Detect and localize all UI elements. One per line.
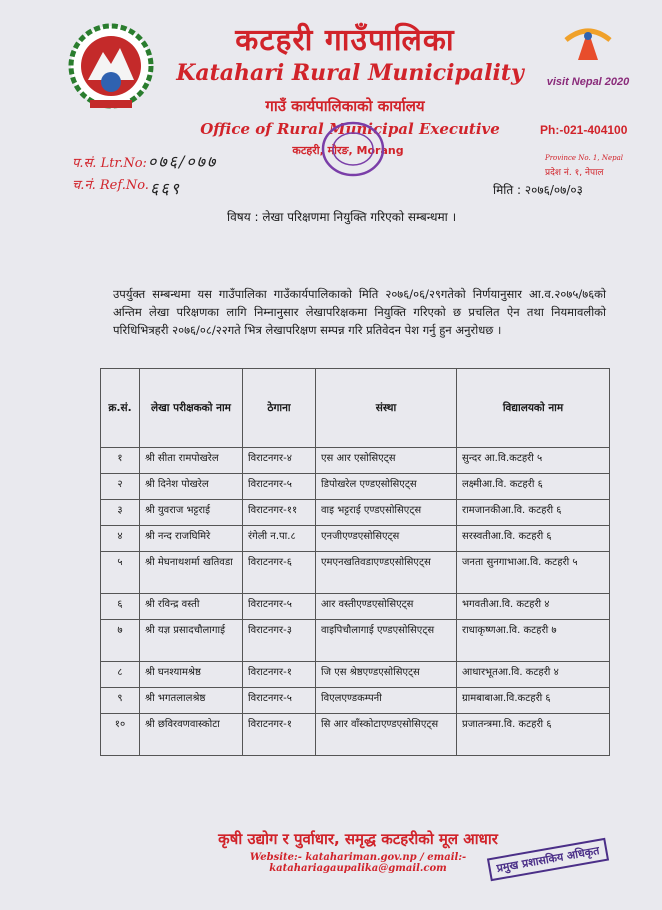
footer-slogan: कृषी उद्योग र पुर्वाधार, समृद्ध कटहरीको मूल आधार xyxy=(218,830,498,848)
table-cell: ४ xyxy=(101,526,140,552)
table-cell: ७ xyxy=(101,620,140,662)
office-address: कटहरी, मोरङ, Morang xyxy=(292,144,404,157)
office-english: Office of Rural Municipal Executive xyxy=(200,120,500,138)
table-cell: विराटनगर-१ xyxy=(243,714,316,756)
letter-date: मिति : २०७६/०७/०३ xyxy=(493,183,583,197)
municipality-emblem-icon xyxy=(68,22,154,112)
table-cell: विराटनगर-१ xyxy=(243,662,316,688)
table-cell: सि आर वाँस्कोटाएण्डएसोसिएट्स xyxy=(316,714,457,756)
visit-nepal-text: visit Nepal 2020 xyxy=(546,76,630,88)
table-cell: २ xyxy=(101,474,140,500)
table-cell: प्रजातन्त्रमा.वि. कटहरी ६ xyxy=(457,714,610,756)
table-cell: श्री घनश्यामश्रेष्ठ xyxy=(140,662,243,688)
table-cell: विराटनगर-५ xyxy=(243,688,316,714)
auditor-table xyxy=(100,368,610,756)
column-header: विद्यालयको नाम xyxy=(457,369,610,448)
table-cell: एस आर एसोसिएट्स xyxy=(316,448,457,474)
table-cell: विराटनगर-३ xyxy=(243,620,316,662)
table-cell: श्री रविन्द्र वस्ती xyxy=(140,594,243,620)
table-cell: १० xyxy=(101,714,140,756)
table-row xyxy=(101,662,610,688)
table-row xyxy=(101,474,610,500)
table-cell: आर वस्तीएण्डएसोसिएट्स xyxy=(316,594,457,620)
table-cell: जि एस श्रेष्ठएण्डएसोसिएट्स xyxy=(316,662,457,688)
table-cell: वाइ भट्टराई एण्डएसोसिएट्स xyxy=(316,500,457,526)
table-cell: सरस्वतीआ.वि. कटहरी ६ xyxy=(457,526,610,552)
table-cell: विराटनगर-११ xyxy=(243,500,316,526)
province-english: Province No. 1, Nepal xyxy=(545,154,623,162)
table-cell: श्री मेघनाथशर्मा खतिवडा xyxy=(140,552,243,594)
column-header: संस्था xyxy=(316,369,457,448)
title-nepali: कटहरी गाउँपालिका xyxy=(235,23,455,58)
title-english: Katahari Rural Municipality xyxy=(176,60,524,86)
visit-nepal-logo xyxy=(538,22,638,102)
table-cell: विराटनगर-५ xyxy=(243,594,316,620)
table-row xyxy=(101,552,610,594)
reference-number-value: ६६९ xyxy=(150,179,181,198)
table-header-row xyxy=(101,369,610,448)
table-cell: आधारभूतआ.वि. कटहरी ४ xyxy=(457,662,610,688)
table-cell: एनजीएण्डएसोसिएट्स xyxy=(316,526,457,552)
table-cell: ८ xyxy=(101,662,140,688)
table-cell: श्री सीता रामपोखरेल xyxy=(140,448,243,474)
table-cell: ६ xyxy=(101,594,140,620)
table-cell: १ xyxy=(101,448,140,474)
reference-number-label: च.नं. Ref.No. xyxy=(72,178,149,193)
table-row xyxy=(101,620,610,662)
table-row xyxy=(101,526,610,552)
table-cell: डिपोखरेल एण्डएसोसिएट्स xyxy=(316,474,457,500)
table-cell: ५ xyxy=(101,552,140,594)
table-cell: श्री नन्द राजघिमिरे xyxy=(140,526,243,552)
table-row xyxy=(101,500,610,526)
office-nepali: गाउँ कार्यपालिकाको कार्यालय xyxy=(265,97,425,115)
table-cell: एमएनखतिवडाएण्डएसोसिएट्स xyxy=(316,552,457,594)
column-header: ठेगाना xyxy=(243,369,316,448)
table-cell: रंगेली न.पा.८ xyxy=(243,526,316,552)
table-cell: वाइपिचौलागाई एण्डएसोसिएट्स xyxy=(316,620,457,662)
table-cell: रामजानकीआ.वि. कटहरी ६ xyxy=(457,500,610,526)
table-cell: राधाकृष्णआ.वि. कटहरी ७ xyxy=(457,620,610,662)
table-row xyxy=(101,714,610,756)
table-cell: श्री भगतलालश्रेष्ठ xyxy=(140,688,243,714)
table-cell: ३ xyxy=(101,500,140,526)
office-seal-icon xyxy=(318,118,388,180)
table-cell: विराटनगर-४ xyxy=(243,448,316,474)
table-cell: श्री दिनेश पोखरेल xyxy=(140,474,243,500)
letter-subject: विषय : लेखा परिक्षणमा नियुक्ति गरिएको सम्बन्धमा । xyxy=(227,210,457,224)
footer-website: Website:- katahariman.gov.np / email:-katahariagaupalika@gmail.com xyxy=(249,852,467,874)
table-row xyxy=(101,688,610,714)
table-cell: सुन्दर आ.वि.कटहरी ५ xyxy=(457,448,610,474)
table-cell: श्री छविरवणवास्कोटा xyxy=(140,714,243,756)
table-cell: ग्रामबाबाआ.वि.कटहरी ६ xyxy=(457,688,610,714)
province-nepali: प्रदेश नं. १, नेपाल xyxy=(545,168,604,178)
letter-number-label: प.सं. Ltr.No: xyxy=(72,156,147,171)
table-cell: भगवतीआ.वि. कटहरी ४ xyxy=(457,594,610,620)
table-cell: श्री युवराज भट्टराई xyxy=(140,500,243,526)
table-cell: श्री यज्ञ प्रसादचौलागाई xyxy=(140,620,243,662)
table-cell: विएलएण्डकम्पनी xyxy=(316,688,457,714)
table-row xyxy=(101,594,610,620)
table-cell: लक्ष्मीआ.वि. कटहरी ६ xyxy=(457,474,610,500)
column-header: लेखा परीक्षकको नाम xyxy=(140,369,243,448)
table-cell: ९ xyxy=(101,688,140,714)
column-header: क्र.सं. xyxy=(101,369,140,448)
letter-body: उपर्युक्त सम्बन्धमा यस गाउँपालिका गाउँकार्यपालिकाको मिति २०७६/०६/२९गतेको निर्णयानुसार आ.व.२०७५/७६को अन्तिम लेखा परिक्षणका लागि निम्नानुसार लेखापरिक्षकमा नियुक्ति गरिएको छ प्रचलित ऐन तथा नियमावलीको परिधिभित्रहरी २०७६/०८/२२गते भित्र लेखापरिक्षण सम्पन्न गरि प्रतिवेदन पेश गर्नु हुन अनुरोधछ । xyxy=(113,287,606,337)
table-cell: जनता सुनगाभाआ.वि. कटहरी ५ xyxy=(457,552,610,594)
phone-number: Ph:-021-404100 xyxy=(540,123,628,137)
table-cell: विराटनगर-५ xyxy=(243,474,316,500)
table-row xyxy=(101,448,610,474)
table-cell: विराटनगर-६ xyxy=(243,552,316,594)
letter-number-value: ०७६/०७७ xyxy=(148,152,218,171)
officer-stamp: प्रमुख प्रशासकिय अधिकृत xyxy=(487,838,609,881)
